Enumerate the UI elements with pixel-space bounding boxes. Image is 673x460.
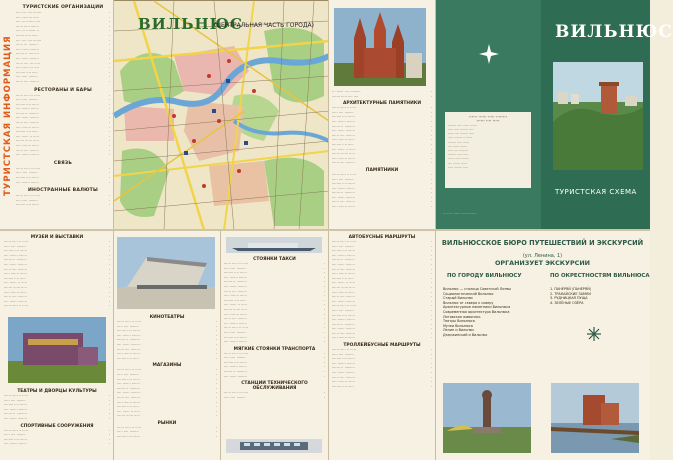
list-item: 2. ТРАКАЙСКИЕ ЗАМКИ bbox=[550, 291, 591, 296]
city-excursions-list bbox=[443, 287, 545, 338]
markets-heading: РЫНКИ bbox=[157, 420, 177, 426]
list-item: Вильнюс — столица Советской Литвы bbox=[443, 287, 512, 291]
cover-footer-text: ·· ······ ······ ········ ····· bbox=[443, 212, 477, 216]
palace-photo bbox=[117, 237, 215, 309]
bus-routes-list: АВТОБУСНЫЕ МАРШРУТЫ ······ ····· ·· ····· · ····· ···· ········ · ········ ···· ······ · ···· ······· ······· · ······· ·· ········· · ···· ······ ········ · ······ ···· ········ · ····· ······· ······ · ········ ···· ····· · ···· ······ ·· ····· · ······· ······ ····· · ····· ······· ······ · ······ ···· ········ · ···· ······· ······· · ······ ····· ·· ····· · ····· ···· ········ · ········ ···· ······ · ···· ······· ······· · ······· ·· ········· · ···· ······ ········ · ······ ···· ········ · ····· ······· ······ · ТРОЛЛЕЙБУСНЫЕ МАРШРУТЫ ······ ····· ·· ····· · ····· ···· ········ · ········ ···· ······ · ···· ······· ······· · ······· ·· ········· · ···· ······ ········ · ······ ···· ········ · ····· ······· ······ · ········ ···· ····· · bbox=[332, 235, 432, 389]
list-item: Музеи Вильнюса bbox=[443, 323, 473, 328]
fold-line bbox=[220, 231, 221, 460]
cover-title: ВИЛЬНЮС bbox=[555, 22, 673, 42]
cover-subtitle: ТУРИСТСКАЯ СХЕМА bbox=[555, 188, 637, 196]
trakai-castle-photo bbox=[551, 383, 639, 453]
snowflake-icon bbox=[587, 327, 601, 341]
compass-icon bbox=[479, 44, 499, 64]
city-map bbox=[114, 1, 329, 230]
list-item: Ленин и Вильнюс bbox=[443, 328, 475, 333]
section-heading: ТУРИСТСКИЕ ОРГАНИЗАЦИИ bbox=[22, 5, 104, 10]
cover-panel bbox=[435, 0, 673, 229]
info-list: ТУРИСТСКИЕ ОРГАНИЗАЦИИ ····· ··· ···· ······· · ····· ········ ····· · ···· ··· ······ ····· · ······ ····· ······· · ····· ·· ········ ·· · ······· ····· ····· · ···· ···· ···· ······· · ······ ··· ········ · ····· ······ ······· · ······· ·· ···· ···· · ···· ······ ········ · ······ ···· ··· ····· · ····· ······ ·· ···· · ········ ···· ····· · ···· ····· ········ · ······ ···· ········ · РЕСТОРАНЫ И БАРЫ ······ ····· ·· ····· · ····· ···· ········ · ········ ···· ······ · ···· ······· ······· · ······· ·· ········· · ···· ······ ········ · ······ ···· ········ · ····· ······· ······ · ········ ···· ····· · ···· ······ ·· ····· · ······· ······ ····· · ····· ······· ······ · ······ ···· ········ · ···· ······· ······· · СВЯЗЬ ······ ····· ·· ····· · ····· ···· ········ · ········ ···· ······ · ···· ······· ······· · ИНОСТРАННЫЕ ВАЛЮТЫ ······ ····· ·· ····· · ····· ···· ········ · ········ ···· ······ · bbox=[16, 5, 110, 208]
bus-routes-heading: АВТОБУСНЫЕ МАРШРУТЫ bbox=[348, 235, 416, 240]
arch-list: ·· ······· ···· ········· · ······· ····· ···· ···· · АРХИТЕКТУРНЫЕ ПАМЯТНИКИ ······ ····· ·· ····· · ····· ···· ········ · ········ ···· ······ · ···· ······· ······· · ······· ·· ········· · ···· ······ ········ · ······ ···· ········ · ····· ······· ······ · ········ ···· ····· · ···· ······ ·· ····· · ······· ······ ····· · ····· ······· ······ · ······ ···· ········ · ПАМЯТНИКИ ······ ····· ·· ····· · ····· ···· ········ · ········ ···· ······ · ···· ······· ······· · ······· ·· ········· · ···· ······ ········ · ······ ···· ········ · ····· ······· ······ · bbox=[332, 90, 432, 210]
panel-routes bbox=[328, 231, 435, 460]
cinemas-heading: КИНОТЕАТРЫ bbox=[149, 315, 185, 320]
boat-illustration bbox=[226, 237, 322, 253]
panel-excursions bbox=[435, 231, 650, 460]
cinema-list: КИНОТЕАТРЫ ······ ····· ·· ····· · ····· ···· ········ · ········ ···· ······ · ···· ······· ······· · ······· ·· ········· · ···· ······ ········ · ······ ···· ········ · ····· ······· ······ · ········ ···· ····· · МАГАЗИНЫ ······ ····· ·· ····· · ····· ···· ········ · ········ ···· ······ · ···· ······· ······· · ······· ·· ········· · ···· ······ ········ · ······ ···· ········ · ····· ······· ······ · ········ ···· ····· · ···· ······ ·· ····· · ······· ······ ····· · РЫНКИ ······ ····· ·· ····· · ····· ···· ········ · ········ ···· ······ · bbox=[117, 315, 217, 440]
vertical-title: ТУРИСТСКАЯ ИНФОРМАЦИЯ bbox=[3, 35, 13, 197]
panel-taxi bbox=[220, 231, 328, 460]
list-item: Архитектурные памятники Вильнюса bbox=[443, 305, 511, 310]
list-item: 4. ЗЕЛЁНЫЕ ОЗЁРА bbox=[550, 300, 584, 305]
map-title: ВИЛЬНЮС bbox=[138, 15, 243, 33]
list-item: Литовская живопись bbox=[443, 314, 481, 319]
region-excursions-heading: ПО ОКРЕСТНОСТЯМ ВИЛЬНЮСА bbox=[550, 273, 650, 279]
taxi-heading: СТОЯНКИ ТАКСИ bbox=[253, 257, 296, 262]
fold-line bbox=[0, 229, 650, 231]
theatres-heading: ТЕАТРЫ И ДВОРЦЫ КУЛЬТУРЫ bbox=[17, 389, 97, 394]
panel-architecture bbox=[328, 0, 435, 229]
bureau-address: (ул. Ленина, 1) ОРГАНИЗУЕТ ЭКСКУРСИИ bbox=[494, 253, 591, 267]
museum-list: МУЗЕИ И ВЫСТАВКИ ······ ····· ·· ····· · ····· ···· ········ · ········ ···· ······ · ···· ······· ······· · ······· ·· ········· · ···· ······ ········ · ······ ···· ········ · ····· ······· ······ · ········ ···· ····· · ···· ······ ·· ····· · ······· ······ ····· · ····· ······· ······ · ······ ···· ········ · ···· ······· ······· · ······ ····· ·· ····· · bbox=[4, 235, 110, 309]
list-item: Современная архитектура Вильнюса bbox=[443, 309, 510, 314]
monument-photo bbox=[443, 383, 531, 453]
section-heading: ИНОСТРАННЫЕ ВАЛЮТЫ bbox=[28, 188, 98, 194]
arch-heading: АРХИТЕКТУРНЫЕ ПАМЯТНИКИ bbox=[342, 101, 422, 107]
bureau-title: ВИЛЬНЮССКОЕ БЮРО ПУТЕШЕСТВИЙ И ЭКСКУРСИЙ bbox=[441, 239, 644, 247]
map-subtitle: (ЦЕНТРАЛЬНАЯ ЧАСТЬ ГОРОДА) bbox=[214, 22, 314, 29]
city-excursions-heading: ПО ГОРОДУ ВИЛЬНЮСУ bbox=[447, 273, 522, 279]
map-panel bbox=[113, 0, 328, 229]
monuments-heading: ПАМЯТНИКИ bbox=[365, 167, 399, 173]
gediminas-tower-photo bbox=[553, 62, 643, 170]
theatre-photo bbox=[8, 317, 106, 383]
list-item: Старый Вильнюс bbox=[443, 296, 474, 301]
bus-illustration bbox=[226, 439, 322, 453]
theatre-list: ТЕАТРЫ И ДВОРЦЫ КУЛЬТУРЫ ······ ····· ·· ····· · ····· ···· ········ · ········ ···· ······ · ···· ······· ······· · ······· ·· ········· · ···· ······ ········ · СПОРТИВНЫЕ СООРУЖЕНИЯ ······ ····· ·· ····· · ····· ···· ········ · ········ ···· ······ · ···· ······· ······· · bbox=[4, 389, 110, 447]
section-heading: СВЯЗЬ bbox=[53, 160, 73, 166]
list-item: Дзержинский и Вильнюс bbox=[443, 332, 488, 337]
taxi-list: СТОЯНКИ ТАКСИ ······ ····· ·· ····· · ····· ···· ········ · ········ ···· ······ · ···· ······· ······· · ······· ·· ········· · ···· ······ ········ · ······ ···· ········ · ····· ······· ······ · ········ ···· ····· · ···· ······ ·· ····· · ······· ······ ····· · ····· ······· ······ · ······ ···· ········ · ···· ······· ······· · ······ ····· ·· ····· · ····· ···· ········ · ········ ···· ······ · ···· ······· ······· · МЯГКИЕ СТОЯНКИ ТРАНСПОРТА ······ ····· ·· ····· · ····· ···· ········ · ········ ···· ······ · ···· ······· ······· · ······· ·· ········· · ···· ······ ········ · СТАНЦИИ ТЕХНИЧЕСКОГО ОБСЛУЖИВАНИЯ ······ ····· ·· ····· · ····· ···· ········ · bbox=[224, 257, 325, 400]
museums-heading: МУЗЕИ И ВЫСТАВКИ bbox=[30, 235, 84, 240]
section-heading: РЕСТОРАНЫ И БАРЫ bbox=[34, 87, 92, 93]
panel-tourist-info bbox=[0, 0, 113, 229]
shops-heading: МАГАЗИНЫ bbox=[152, 363, 182, 369]
church-photo bbox=[334, 8, 426, 86]
trolleybus-heading: ТРОЛЛЕЙБУСНЫЕ МАРШРУТЫ bbox=[343, 343, 421, 349]
parking-heading: МЯГКИЕ СТОЯНКИ ТРАНСПОРТА bbox=[233, 346, 316, 352]
panel-cinemas bbox=[113, 231, 220, 460]
list-item: 1. ПАНЕРЯЙ (ПАНЕРЯЙ) bbox=[550, 287, 592, 291]
list-item: Социалистический Вильнюс bbox=[443, 291, 494, 296]
service-heading: СТАНЦИИ ТЕХНИЧЕСКОГО ОБСЛУЖИВАНИЯ bbox=[241, 381, 308, 392]
list-item: 3. РУДНИЦКАЯ ПУЩА bbox=[550, 296, 588, 301]
panel-museums bbox=[0, 231, 113, 460]
sports-heading: СПОРТИВНЫЕ СООРУЖЕНИЯ bbox=[20, 423, 94, 429]
region-excursions-list bbox=[550, 287, 646, 305]
imprint-card: ······ ······ ····· ········ ······ ···· ····· ········ ····· ······ ······· ····· ····· ········ ···· ······ ···· ········ ····· ····· ········ ·· ······ ········ ····· ······ ···· ······ ······· ····· ···· ········· ········ ····· ····· ······ ······ ······· ···· ······· ······ ····· ········ ····· bbox=[445, 112, 531, 188]
list-item: Вильнюс от сквера к скверу bbox=[443, 300, 494, 305]
list-item: Театры Вильнюса bbox=[443, 319, 475, 324]
